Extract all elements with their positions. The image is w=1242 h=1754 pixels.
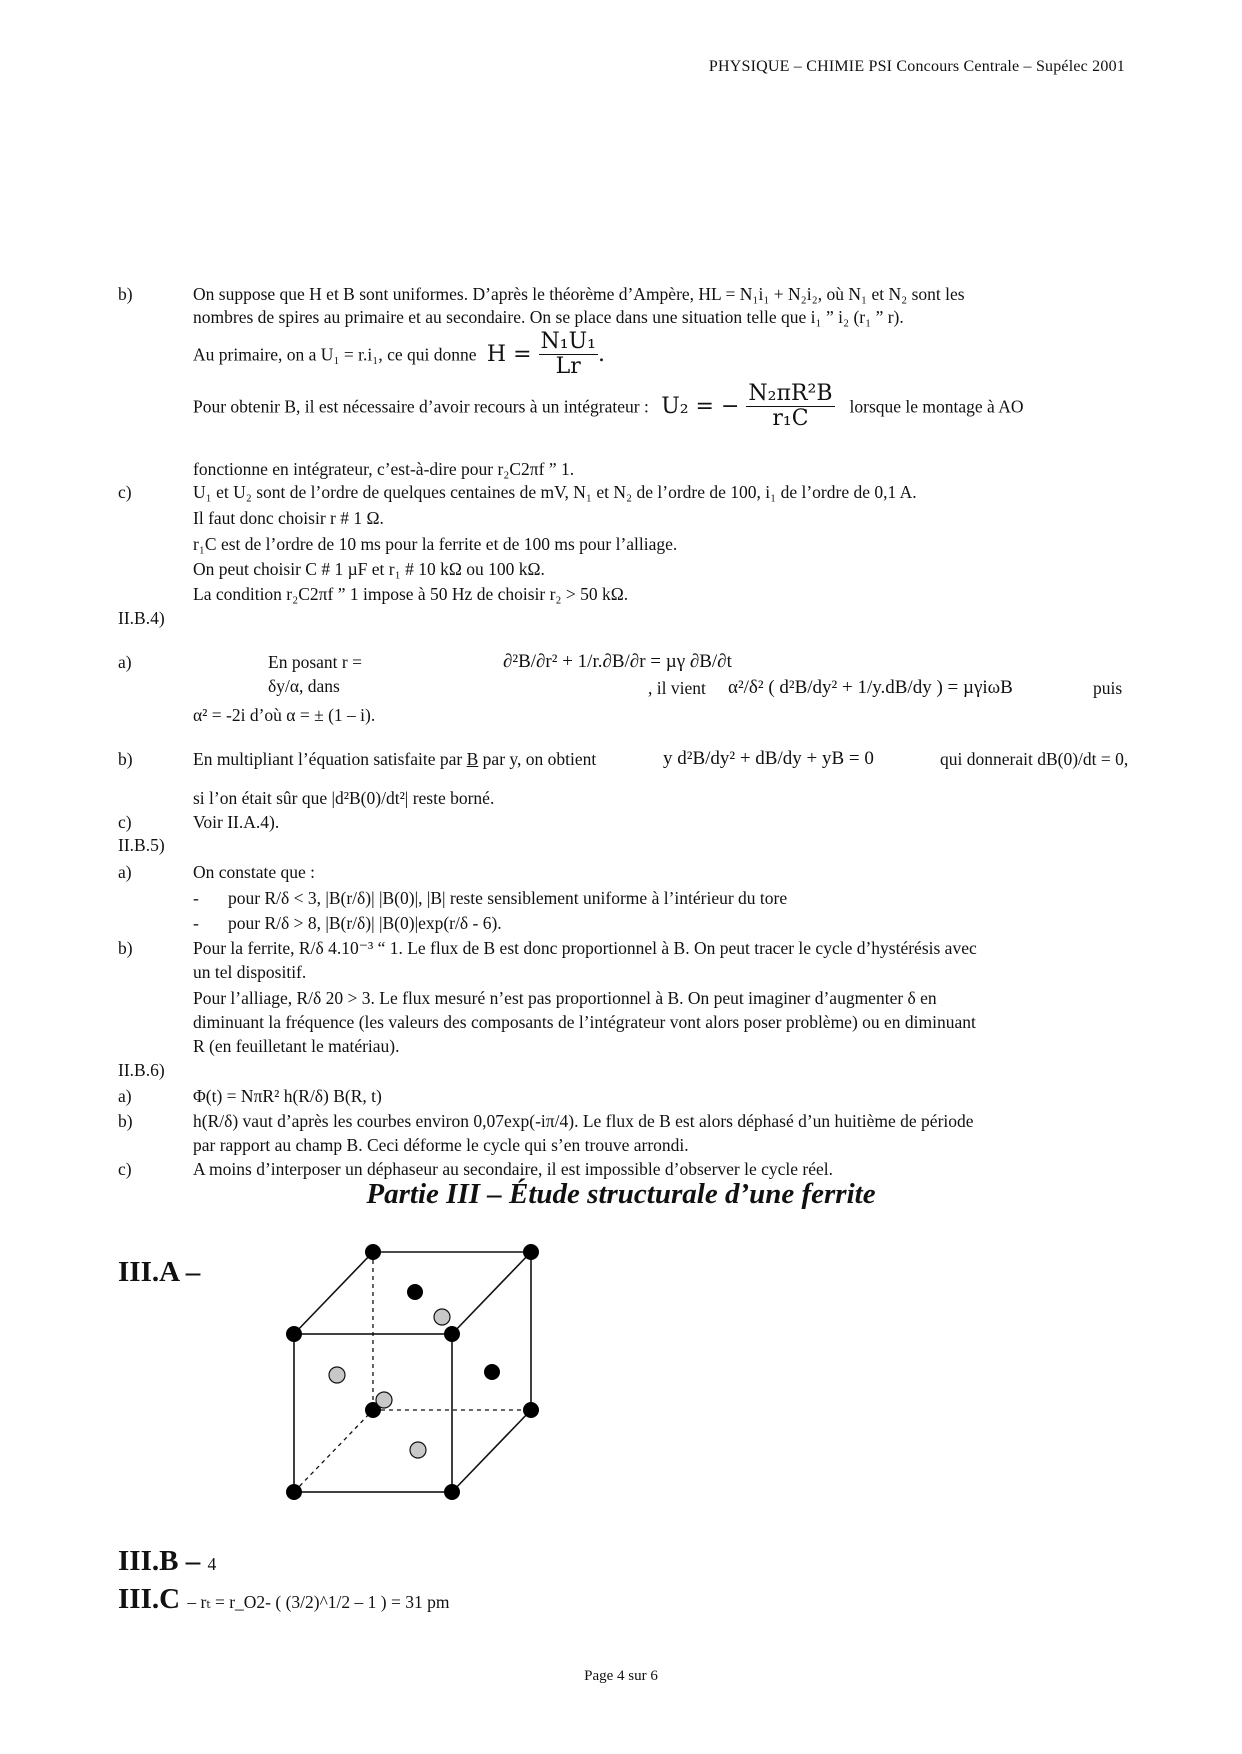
item-label: a)	[118, 652, 132, 672]
item-label: b)	[118, 284, 133, 304]
text-line: R (en feuilletant le matériau).	[193, 1036, 400, 1056]
item-label: a)	[118, 862, 132, 882]
page-footer: Page 4 sur 6	[584, 1668, 658, 1684]
cube-edge	[452, 1252, 531, 1334]
text-line: Φ(t) = NπR² h(R/δ) B(R, t)	[193, 1086, 382, 1106]
text-line: un tel dispositif.	[193, 962, 307, 982]
section-value: – rₜ = r_O2- ( (3/2)^1/2 – 1 ) = 31 pm	[187, 1592, 450, 1612]
equation-lhs: U₂ = −	[661, 393, 740, 419]
item-label: b)	[118, 938, 133, 958]
item-label: c)	[118, 1159, 132, 1179]
text-line: nombres de spires au primaire et au secondaire. On se place dans une situation telle que i₁ ” i₂ (r₁ ” r).	[193, 307, 904, 327]
equation: ∂²B/∂r² + 1/r.∂B/∂r = µγ ∂B/∂t	[503, 651, 732, 672]
section-heading-IIIB: III.B – 4	[118, 1545, 217, 1577]
equation: α²/δ² ( d²B/dy² + 1/y.dB/dy ) = µγiωB	[728, 677, 1013, 698]
equation: y d²B/dy² + dB/dy + yB = 0	[663, 748, 874, 769]
item-label: a)	[118, 1086, 132, 1106]
ferrite-cube-diagram	[280, 1230, 600, 1530]
text-line: Il faut donc choisir r # 1 Ω.	[193, 508, 384, 528]
text-line: qui donnerait dB(0)/dt = 0,	[940, 749, 1129, 769]
equation-lhs: H =	[486, 341, 532, 367]
text-line: La condition r₂C2πf ” 1 impose à 50 Hz de choisir r₂ > 50 kΩ.	[193, 584, 629, 604]
text-line: puis	[1093, 678, 1123, 698]
section-heading-IIIA: III.A –	[118, 1256, 201, 1288]
text-line: fonctionne en intégrateur, c’est-à-dire pour r₂C2πf ” 1.	[193, 459, 575, 479]
atom-black	[286, 1326, 302, 1342]
item-label: b)	[118, 749, 133, 769]
text-line: En multipliant l’équation satisfaite par B par y, on obtient	[193, 749, 597, 769]
atom-black	[444, 1326, 460, 1342]
text-line: r₁C est de l’ordre de 10 ms pour la ferrite et de 100 ms pour l’alliage.	[193, 534, 678, 554]
text-line: On constate que :	[193, 862, 315, 882]
text-line: par rapport au champ B. Ceci déforme le cycle qui s’en trouve arrondi.	[193, 1135, 689, 1155]
atom-grey	[434, 1309, 450, 1325]
text-line: On suppose que H et B sont uniformes. D’après le théorème d’Ampère, HL = N₁i₁ + N₂i₂, où N₁ et N₂ sont les	[193, 284, 965, 304]
text-line: , il vient	[648, 678, 706, 698]
text-line: A moins d’interposer un déphaseur au secondaire, il est impossible d’observer le cycle réel.	[193, 1159, 834, 1179]
text-line: On peut choisir C # 1 µF et r₁ # 10 kΩ ou 100 kΩ.	[193, 559, 545, 579]
text-line: diminuant la fréquence (les valeurs des composants de l’intégrateur vont alors poser problème) ou en diminuant	[193, 1012, 976, 1032]
section-label: II.B.4)	[118, 608, 165, 628]
atom-black	[523, 1244, 539, 1260]
atom-black	[365, 1244, 381, 1260]
equation-fraction: $\frac{\text{N₂πR²B}}{\text{r₁C}}$	[748, 381, 833, 431]
atom-black	[523, 1402, 539, 1418]
atom-black	[444, 1484, 460, 1500]
bullet-dash: -	[193, 913, 199, 933]
text-line: U₁ et U₂ sont de l’ordre de quelques centaines de mV, N₁ et N₂ de l’ordre de 100, i₁ de l’ordre de 0,1 A.	[193, 482, 917, 502]
atom-grey	[410, 1442, 426, 1458]
text-line: Voir II.A.4).	[193, 812, 280, 832]
atom-black	[407, 1284, 423, 1300]
item-label: b)	[118, 1111, 133, 1131]
equation-fraction: $\frac{\text{N₁U₁}}{Lr}$	[540, 329, 596, 379]
text-line: h(R/δ) vaut d’après les courbes environ 0,07exp(-iπ/4). Le flux de B est alors déphasé d’un huitième de période	[193, 1111, 974, 1131]
part-title: Partie III – Étude structurale d’une ferrite	[366, 1178, 876, 1210]
section-value: 4	[207, 1554, 217, 1574]
section-label: II.B.5)	[118, 835, 165, 855]
cube-hidden-edge	[294, 1410, 373, 1492]
text-line: Au primaire, on a U₁ = r.i₁, ce qui donne H = $\frac{\text{N₁U₁}}{Lr}$ .	[193, 329, 605, 379]
section-label: II.B.6)	[118, 1060, 165, 1080]
item-b1	[118, 282, 1128, 306]
text-line: pour R/δ < 3, |B(r/δ)| |B(0)|, |B| reste sensiblement uniforme à l’intérieur du tore	[228, 888, 788, 908]
bullet-dash: -	[193, 888, 199, 908]
text-line: En posant r = δy/α, dans	[268, 652, 362, 696]
text-line: Pour l’alliage, R/δ 20 > 3. Le flux mesuré n’est pas proportionnel à B. On peut imaginer d’augmenter δ en	[193, 988, 937, 1008]
cube-edge	[294, 1252, 373, 1334]
text-line: Pour la ferrite, R/δ 4.10⁻³ “ 1. Le flux de B est donc proportionnel à B. On peut tracer le cycle d’hystérésis avec	[193, 938, 977, 958]
atom-black	[286, 1484, 302, 1500]
text-line: pour R/δ > 8, |B(r/δ)| |B(0)|exp(r/δ - 6).	[228, 913, 502, 933]
atom-grey	[376, 1392, 392, 1408]
item-label: c)	[118, 812, 132, 832]
text-line: α² = -2i d’où α = ± (1 – i).	[193, 705, 376, 725]
cube-edge	[452, 1410, 531, 1492]
atom-grey	[329, 1367, 345, 1383]
text-line: Pour obtenir B, il est nécessaire d’avoir recours à un intégrateur : U₂ = − $\frac{\text{N₂πR²B}}{\text{r₁C}}$ lorsque le montage à AO	[193, 381, 1024, 431]
text-line: si l’on était sûr que |d²B(0)/dt²| reste borné.	[193, 788, 495, 808]
section-heading-IIIC: III.C – rₜ = r_O2- ( (3/2)^1/2 – 1 ) = 31 pm	[118, 1583, 450, 1615]
item-label: c)	[118, 482, 132, 502]
page-header: PHYSIQUE – CHIMIE PSI Concours Centrale – Supélec 2001	[708, 58, 1125, 75]
atom-black	[484, 1364, 500, 1380]
